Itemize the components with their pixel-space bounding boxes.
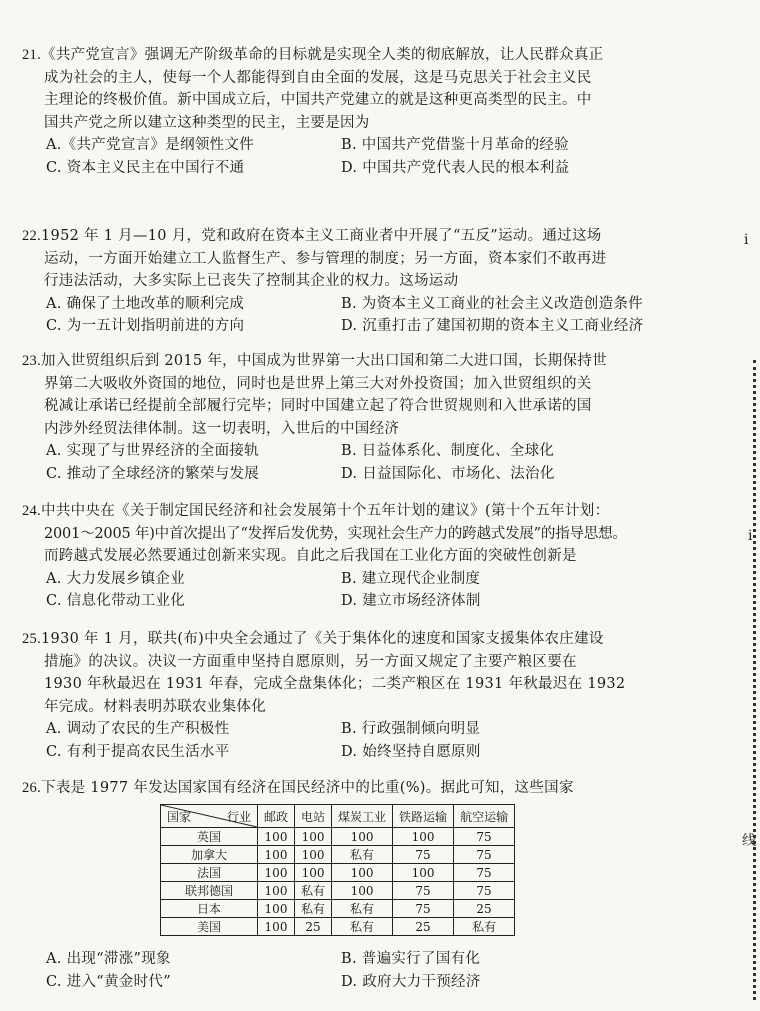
question-number: 21.	[22, 47, 42, 63]
corner-industry-label: 行业	[226, 810, 251, 824]
column-header: 铁路运输	[393, 805, 454, 828]
table-cell: 100	[332, 864, 393, 882]
option-d[interactable]: D. 中国共产党代表人民的根本利益	[341, 159, 570, 176]
question-24	[22, 500, 672, 613]
options	[22, 948, 672, 993]
country-cell: 日本	[161, 900, 258, 918]
option-a[interactable]: A. 确保了土地改革的顺利完成	[46, 295, 245, 312]
question-26-options	[22, 948, 672, 993]
question-stem-line: 行违法活动，大多实际上已丧失了控制其企业的权力。这场运动	[44, 273, 459, 289]
question-number: 25.	[22, 631, 42, 647]
table-cell: 100	[258, 846, 295, 864]
table-corner-cell	[161, 805, 258, 828]
option-a[interactable]: A. 调动了农民的生产积极性	[46, 721, 230, 737]
option-d[interactable]: D. 政府大力干预经济	[341, 973, 481, 990]
question-stem-line: 1930 年秋最迟在 1931 年春，完成全盘集体化；二类产粮区在 1931 年秋最迟在 1932	[44, 676, 626, 692]
question-stem-line: 税减让承诺已经提前全部履行完毕；同时中国建立起了符合世贸规则和入世承诺的国	[44, 398, 592, 414]
option-c[interactable]: C. 资本主义民主在中国行不通	[46, 159, 245, 176]
table-cell: 100	[295, 828, 332, 846]
question-number: 22.	[22, 228, 42, 244]
table-cell: 75	[393, 900, 454, 918]
options	[22, 293, 672, 338]
option-b[interactable]: B. 行政强制倾向明显	[341, 721, 481, 737]
table-cell: 100	[332, 882, 393, 900]
table-cell: 私有	[332, 918, 393, 936]
table-row	[161, 918, 515, 936]
table-cell: 100	[258, 900, 295, 918]
table-cell: 100	[393, 828, 454, 846]
question-22	[22, 225, 672, 338]
option-a[interactable]: A. 实现了与世界经济的全面接轨	[46, 443, 259, 459]
margin-mark: i	[748, 528, 753, 544]
question-stem-line: 而跨越式发展必然要通过创新来实现。自此之后我国在工业化方面的突破性创新是	[44, 548, 577, 564]
option-c[interactable]: C. 有利于提高农民生活水平	[46, 743, 230, 760]
question-stem-line: 《共产党宣言》强调无产阶级革命的目标就是实现全人类的彻底解放，让人民群众真正	[41, 47, 604, 63]
table-cell: 75	[454, 882, 515, 900]
country-cell: 加拿大	[161, 846, 258, 864]
question-stem-line: 中共中央在《关于制定国民经济和社会发展第十个五年计划的建议》(第十个五年计划：	[41, 503, 610, 519]
options	[22, 134, 672, 179]
option-a[interactable]: A. 大力发展乡镇企业	[46, 570, 185, 587]
table-cell: 100	[258, 918, 295, 936]
country-cell: 美国	[161, 918, 258, 936]
country-cell: 英国	[161, 828, 258, 846]
table-cell: 75	[454, 846, 515, 864]
table-row	[161, 900, 515, 918]
table-cell: 私有	[332, 846, 393, 864]
table-row	[161, 846, 515, 864]
question-number: 26.	[22, 780, 42, 796]
table-cell: 75	[393, 882, 454, 900]
option-d[interactable]: D. 建立市场经济体制	[341, 593, 481, 609]
country-cell: 法国	[161, 864, 258, 882]
option-b[interactable]: B. 建立现代企业制度	[341, 570, 481, 587]
table-cell: 100	[295, 864, 332, 882]
question-stem-line: 年完成。材料表明苏联农业集体化	[44, 698, 266, 715]
option-d[interactable]: D. 始终坚持自愿原则	[341, 743, 481, 760]
table-cell: 100	[393, 864, 454, 882]
option-b[interactable]: B. 普遍实行了国有化	[341, 951, 481, 967]
column-header: 电站	[295, 805, 332, 828]
table-cell: 75	[393, 846, 454, 864]
margin-mark: i	[744, 232, 749, 248]
ownership-table	[160, 804, 515, 936]
option-c[interactable]: C. 推动了全球经济的繁荣与发展	[46, 465, 260, 482]
table-row	[161, 882, 515, 900]
options	[22, 568, 672, 613]
question-stem-line: 内涉外经贸法律体制。这一切表明，入世后的中国经济	[44, 420, 400, 437]
question-stem-line: 加入世贸组织后到 2015 年，中国成为世界第一大出口国和第二大进口国，长期保持世	[41, 353, 607, 369]
table-cell: 25	[454, 900, 515, 918]
question-number: 24.	[22, 503, 42, 519]
option-b[interactable]: B. 日益体系化、制度化、全球化	[341, 443, 555, 459]
margin-mark: 线	[742, 833, 756, 849]
table-cell: 私有	[332, 900, 393, 918]
question-stem-line: 运动，一方面开始建立工人监督生产、参与管理的制度；另一方面，资本家们不敢再进	[44, 250, 607, 267]
table-cell: 75	[454, 828, 515, 846]
question-25	[22, 628, 672, 763]
option-d[interactable]: D. 沉重打击了建国初期的资本主义工商业经济	[341, 318, 644, 334]
option-c[interactable]: C. 信息化带动工业化	[46, 593, 186, 609]
option-a[interactable]: A.《共产党宣言》是纲领性文件	[46, 137, 255, 153]
table-cell: 25	[295, 918, 332, 936]
binding-dotted-line	[750, 360, 756, 1000]
table-cell: 100	[295, 846, 332, 864]
question-stem-line: 1952 年 1 月—10 月，党和政府在资本主义工商业者中开展了“五反”运动。通过这场	[41, 228, 602, 244]
question-number: 23.	[22, 353, 42, 369]
table-row	[161, 828, 515, 846]
corner-country-label: 国家	[167, 810, 192, 824]
column-header: 航空运输	[454, 805, 515, 828]
table-cell: 私有	[295, 900, 332, 918]
table-cell: 100	[332, 828, 393, 846]
table-cell: 私有	[295, 882, 332, 900]
question-stem-line: 成为社会的主人，使每一个人都能得到自由全面的发展，这是马克思关于社会主义民	[44, 69, 592, 86]
question-21	[22, 44, 672, 179]
question-stem-line: 界第二大吸收外资国的地位，同时也是世界上第三大对外投资国；加入世贸组织的关	[44, 375, 592, 392]
question-stem-line: 主理论的终极价值。新中国成立后，中国共产党建立的就是这种更高类型的民主。中	[44, 92, 592, 108]
option-d[interactable]: D. 日益国际化、市场化、法治化	[341, 465, 555, 482]
option-c[interactable]: C. 为一五计划指明前进的方向	[46, 318, 245, 334]
table-cell: 100	[258, 882, 295, 900]
column-header: 邮政	[258, 805, 295, 828]
table-cell: 100	[258, 828, 295, 846]
column-header: 煤炭工业	[332, 805, 393, 828]
table-header-row	[161, 805, 515, 828]
table-row	[161, 864, 515, 882]
option-c[interactable]: C. 进入“黄金时代”	[46, 973, 171, 990]
country-cell: 联邦德国	[161, 882, 258, 900]
question-23	[22, 350, 672, 485]
question-stem-line: 2001～2005 年)中首次提出了“发挥后发优势，实现社会生产力的跨越式发展”的指导思想。	[44, 525, 627, 542]
question-stem-line: 国共产党之所以建立这种类型的民主，主要是因为	[44, 114, 370, 131]
question-stem-line: 1930 年 1 月，联共(布)中央全会通过了《关于集体化的速度和国家支援集体农庄建设	[41, 631, 604, 647]
option-b[interactable]: B. 为资本主义工商业的社会主义改造创造条件	[341, 295, 643, 312]
table-cell: 100	[258, 864, 295, 882]
table-cell: 私有	[454, 918, 515, 936]
options	[22, 440, 672, 485]
options	[22, 718, 672, 763]
question-26	[22, 777, 672, 800]
question-stem-line: 下表是 1977 年发达国家国有经济在国民经济中的比重(%)。据此可知，这些国家	[41, 780, 574, 796]
table-cell: 25	[393, 918, 454, 936]
table-cell: 75	[454, 864, 515, 882]
question-stem-line: 措施》的决议。决议一方面重申坚持自愿原则，另一方面又规定了主要产粮区要在	[44, 653, 577, 670]
option-a[interactable]: A. 出现“滞涨”现象	[46, 951, 171, 967]
option-b[interactable]: B. 中国共产党借鉴十月革命的经验	[341, 137, 569, 153]
